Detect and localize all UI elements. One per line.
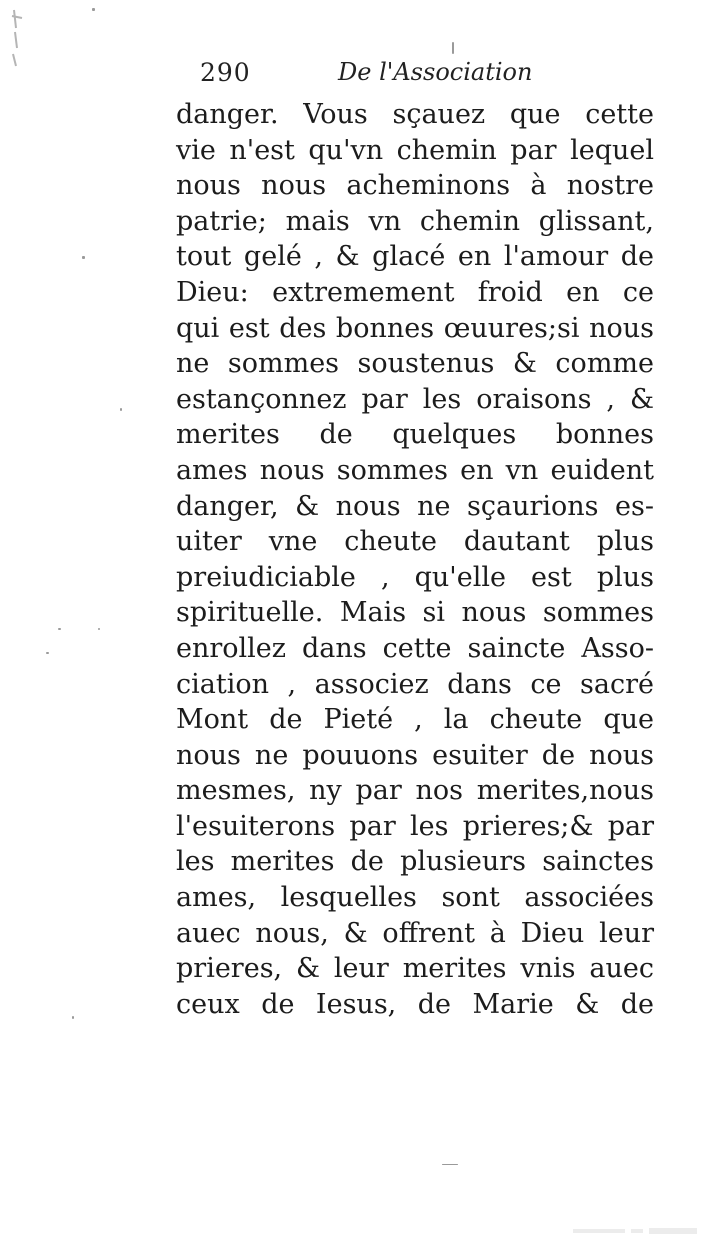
text-line: preiudiciable , qu'elle est plus (176, 561, 654, 593)
text-line: danger. Vous sçauez que cette (176, 99, 654, 130)
text-line: mesmes, ny par nos merites,nous (176, 775, 654, 807)
scan-artifact-mark (10, 8, 28, 68)
scan-speck (58, 628, 61, 630)
text-line: vie n'est qu'vn chemin par lequel (176, 134, 654, 166)
text-line: danger, & nous ne sçaurions es- (176, 490, 654, 522)
text-line: patrie; mais vn chemin glissant, (176, 205, 654, 237)
text-line: estançonnez par les oraisons , & (176, 383, 654, 415)
text-line: nous ne pouuons esuiter de nous (176, 739, 654, 771)
text-line: tout gelé , & glacé en l'amour de (176, 241, 654, 273)
digitization-watermark (565, 1220, 705, 1242)
scan-speck (92, 8, 95, 11)
text-line: qui est des bonnes œuures;si nous (176, 312, 654, 344)
text-line: ciation , associez dans ce sacré (176, 668, 654, 700)
scan-speck (72, 1016, 74, 1019)
text-line: ames nous sommes en vn euident (176, 454, 654, 486)
text-line: enrollez dans cette saincte Asso- (176, 632, 654, 664)
scan-speck (452, 42, 454, 54)
scan-speck (46, 652, 49, 654)
text-line: spirituelle. Mais si nous sommes (176, 597, 654, 629)
text-line: nous nous acheminons à nostre (176, 170, 654, 202)
scan-speck (442, 1164, 458, 1165)
running-title: De l'Association (338, 58, 533, 86)
body-text (176, 97, 654, 1022)
text-line: uiter vne cheute dautant plus (176, 526, 654, 558)
text-line: merites de quelques bonnes (176, 419, 654, 451)
text-line: ames, lesquelles sont associées (176, 882, 654, 914)
text-line: l'esuiterons par les prieres;& par (176, 810, 654, 842)
page-header (200, 58, 640, 98)
scan-speck (82, 256, 85, 259)
text-line: auec nous, & offrent à Dieu leur (176, 917, 654, 949)
scan-speck (98, 628, 100, 630)
text-line: Dieu: extremement froid en ce (176, 276, 654, 308)
text-line: prieres, & leur merites vnis auec (176, 953, 654, 985)
text-line: les merites de plusieurs sainctes (176, 846, 654, 878)
text-line: ceux de Iesus, de Marie & de (176, 988, 654, 1020)
page-number: 290 (200, 58, 251, 87)
text-line: Mont de Pieté , la cheute que (176, 704, 654, 736)
text-line: ne sommes soustenus & comme (176, 348, 654, 380)
scan-speck (120, 408, 122, 411)
